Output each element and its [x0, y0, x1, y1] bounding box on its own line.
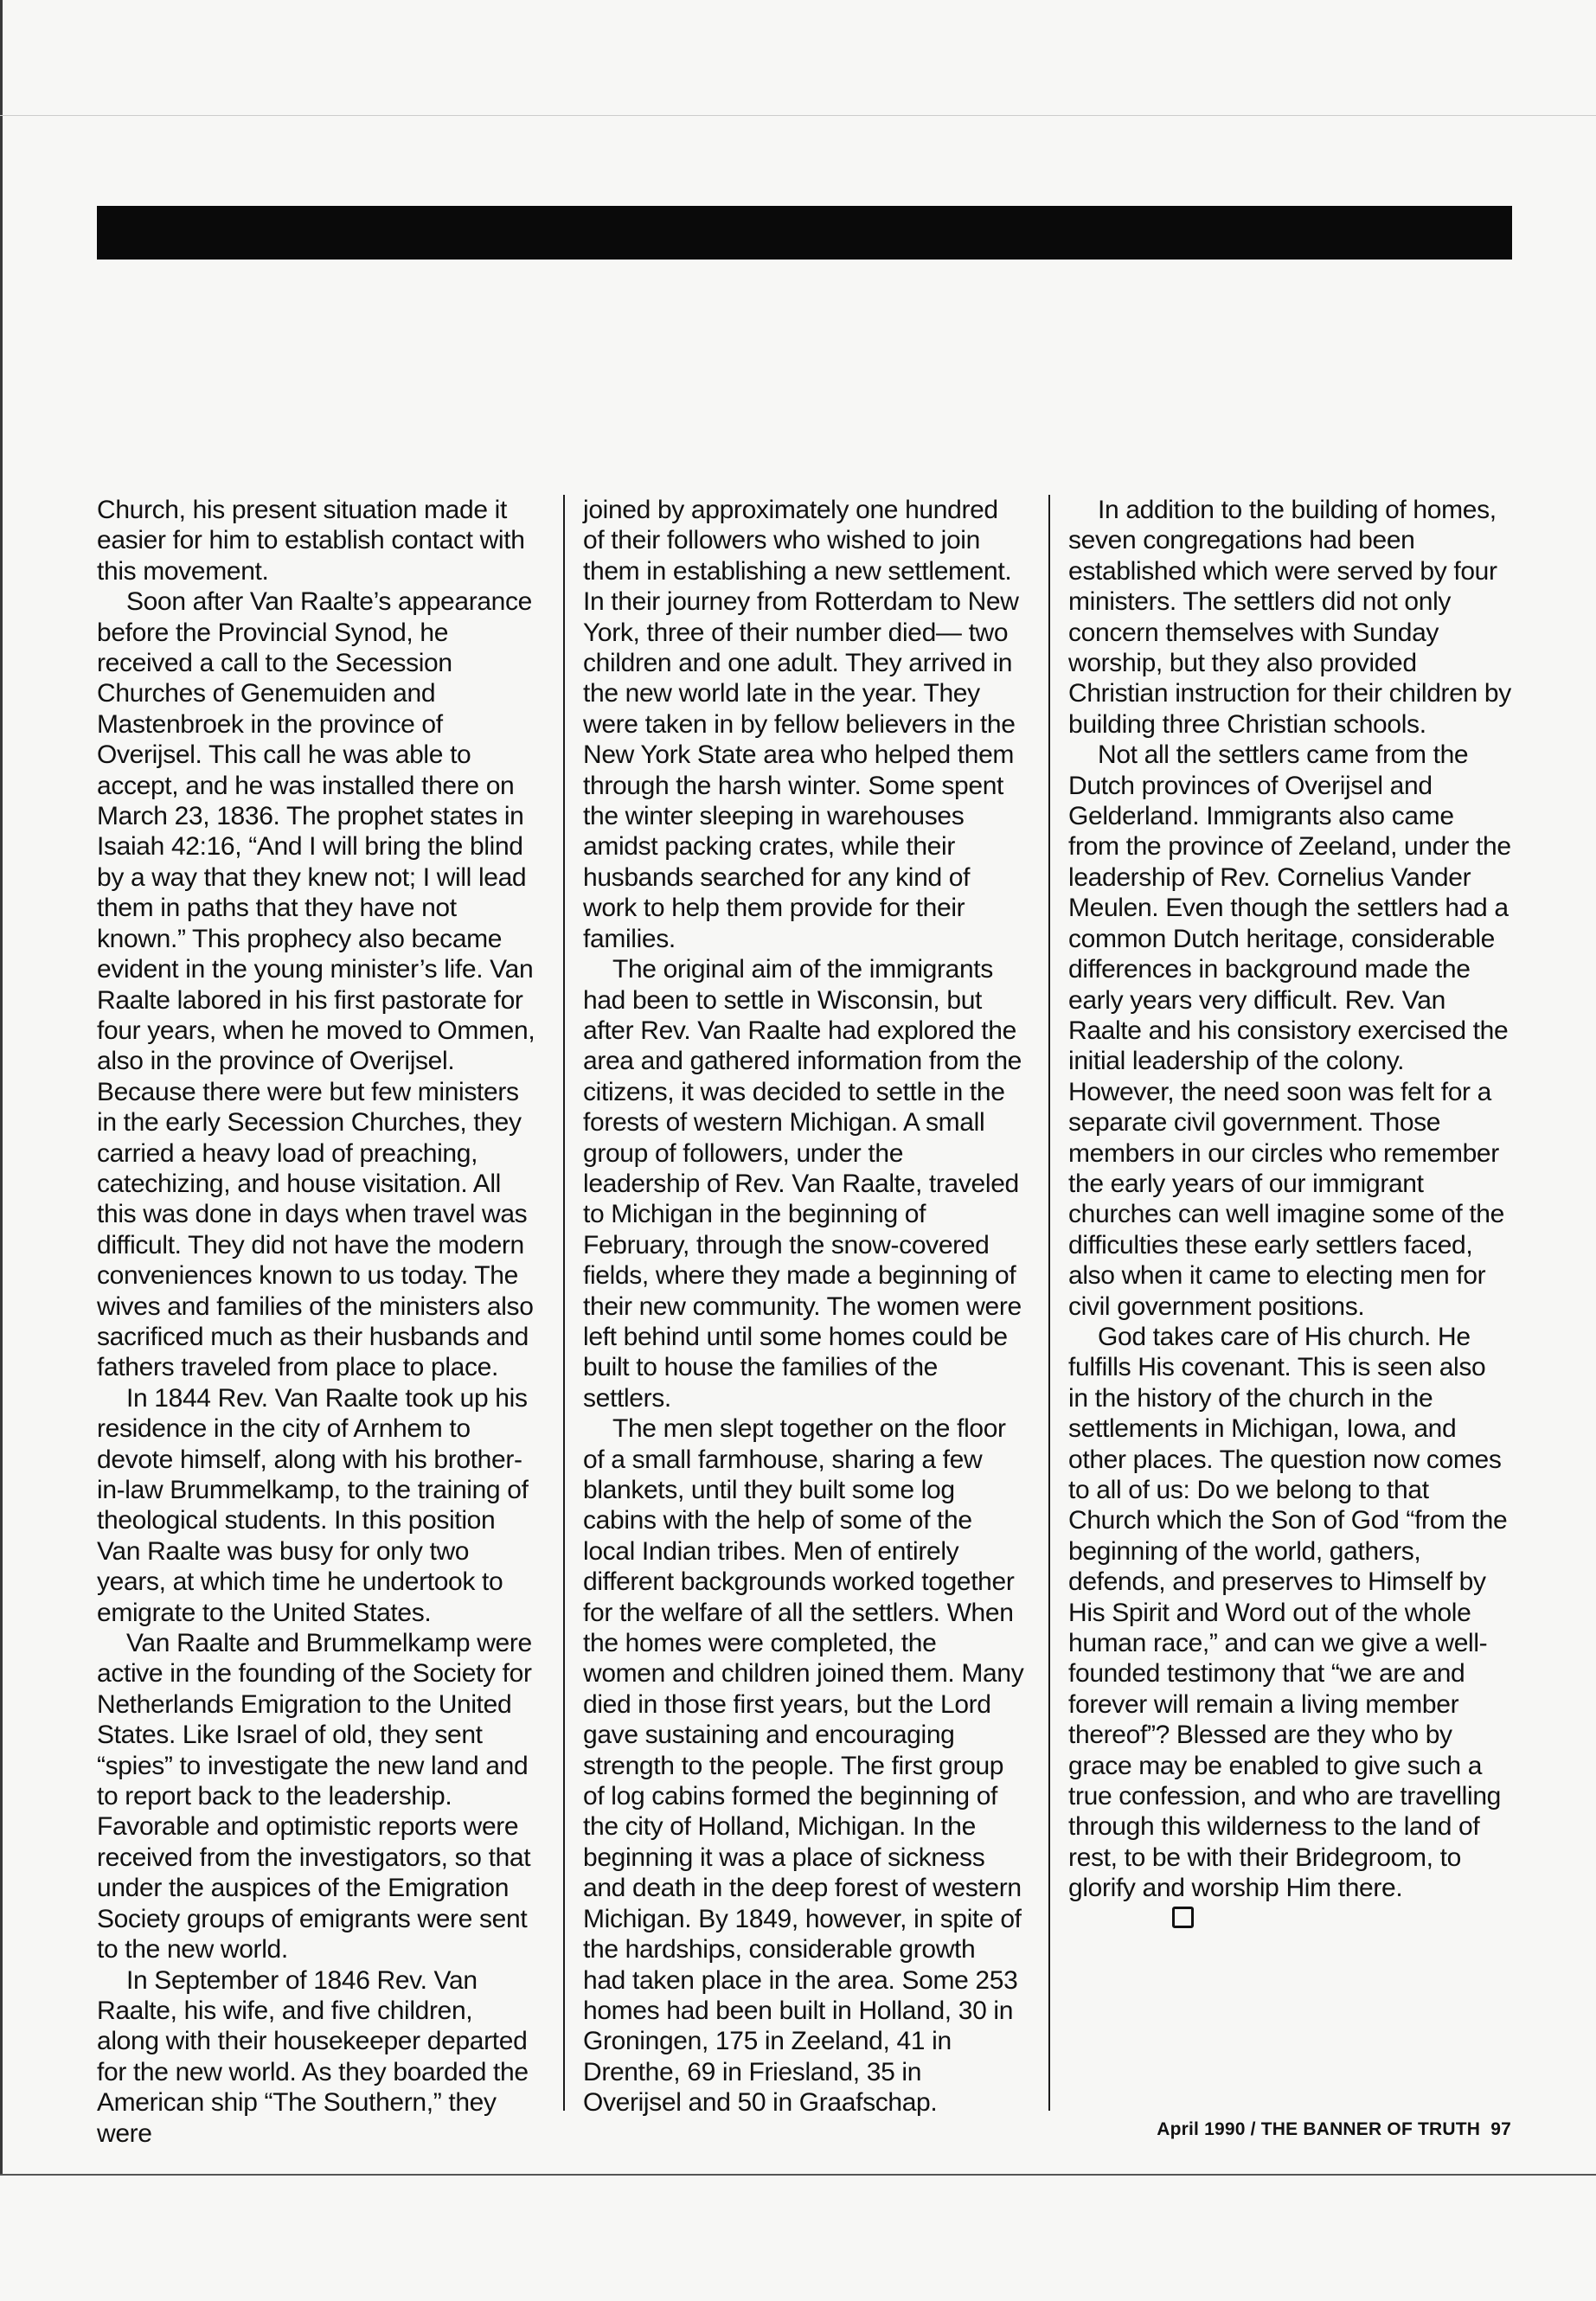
article-column-2 — [583, 495, 1024, 2121]
paragraph: The men slept together on the floor of a small farmhouse, sharing a few blankets, until they built some log cabins with the help of some of the local Indian tribes. Men of entirely different backgrounds worked together for the welfare of all the settlers. When the homes were completed, the women and children joined them. Many died in those first years, but the Lord gave sustaining and encouraging strength to the people. The first group of log cabins formed the beginning of the city of Holland, Michigan. In the beginning it was a place of sickness and death in the deep forest of western Michigan. By 1849, however, in spite of the hardships, considerable growth had taken place in the area. Some 253 homes had been built in Holland, 30 in Groningen, 175 in Zeeland, 41 in Drenthe, 69 in Friesland, 35 in Overijsel and 50 in Graafschap. — [583, 1414, 1024, 2118]
paragraph-text: God takes care of His church. He fulfills His covenant. This is seen also in the history of the church in the settlements in Michigan, Iowa, and other places. The question now comes to all of us: Do we belong to that Church which the Son of God “from the beginning of the world, gathers, defends, and preserves to Himself by His Spirit and Word out of the whole human race,” and can we give a well-founded testimony that “we are and forever will remain a living member thereof”? Blessed are they who by grace may be enabled to give such a true confession, and who are travelling through this wilderness to the land of rest, to be with their Bridegroom, to glorify and worship Him there. — [1068, 1322, 1508, 1903]
article-column-3 — [1068, 495, 1511, 2121]
scan-edge-left — [0, 0, 3, 2176]
paragraph: Church, his present situation made it easier for him to establish contact with this movement. — [97, 496, 525, 586]
scan-edge-top — [0, 115, 1596, 116]
paragraph — [1068, 1322, 1511, 1934]
column-rule-1 — [563, 495, 565, 2111]
footer-date: April 1990 — [1157, 2119, 1246, 2139]
paragraph: Soon after Van Raalte’s appearance before the Provincial Synod, he received a call to the Secession Churches of Genemuiden and Mastenbroek in the province of Overijsel. This call he was able to accept, and he was installed there on March 23, 1836. The prophet states in Isaiah 42:16, “And I will bring the blind by a way that they knew not; I will lead them in paths that they have not known.” This prophecy also became evident in the young minister’s life. Van Raalte labored in his first pastorate for four years, when he moved to Ommen, also in the province of Overijsel. Because there were but few ministers in the early Secession Churches, they carried a heavy load of preaching, catechizing, and house visitation. All this was done in days when travel was difficult. They did not have the modern conveniences known to us today. The wives and families of the ministers also sacrificed much as their husbands and fathers traveled from place to place. — [97, 587, 535, 1382]
footer-separator: / — [1245, 2119, 1261, 2139]
paragraph: In addition to the building of homes, seven congregations had been established which were served by four ministers. The settlers did not only concern themselves with Sunday worship, but they also provided Christian instruction for their children by building three Christian schools. — [1068, 496, 1511, 739]
page-number: 97 — [1490, 2119, 1511, 2139]
paragraph: joined by approximately one hundred of their followers who wished to join them in establishing a new settlement. In their journey from Rotterdam to New York, three of their number died— two children and one adult. They arrived in the new world late in the year. They were taken in by fellow believers in the New York State area who helped them through the harsh winter. Some spent the winter sleeping in warehouses amidst packing crates, while their husbands searched for any kind of work to help them provide for their families. — [583, 496, 1019, 953]
column-rule-2 — [1048, 495, 1050, 2111]
paragraph: In 1844 Rev. Van Raalte took up his residence in the city of Arnhem to devote himself, along with his brother-in-law Brummelkamp, to the training of theological students. In this position Van Raalte was busy for only two years, at which time he undertook to emigrate to the United States. — [97, 1383, 529, 1627]
end-of-article-icon — [1172, 1907, 1194, 1928]
article-column-1 — [97, 495, 538, 2148]
paragraph: Van Raalte and Brummelkamp were active in the founding of the Society for Netherlands Emigration to the United States. Like Israel of old, they sent “spies” to investigate the new land and to report back to the leadership. Favorable and optimistic reports were received from the investigators, so that under the auspices of the Emigration Society groups of emigrants were sent to the new world. — [97, 1629, 532, 1965]
paragraph: The original aim of the immigrants had been to settle in Wisconsin, but after Rev. Van Raalte had explored the area and gathered information from the citizens, it was decided to settle in the forests of western Michigan. A small group of followers, under the leadership of Rev. Van Raalte, traveled to Michigan in the beginning of February, through the snow-covered fields, where they made a beginning of their new community. The women were left behind until some homes could be built to house the families of the settlers. — [583, 955, 1022, 1413]
footer-publication: THE BANNER OF TRUTH — [1260, 2119, 1481, 2139]
header-bar — [97, 206, 1512, 260]
page-footer — [1157, 2119, 1511, 2140]
paragraph: Not all the settlers came from the Dutch provinces of Overijsel and Gelderland. Immigrants also came from the province of Zeeland, under the leadership of Rev. Cornelius Vander Meulen. Even though the settlers had a common Dutch heritage, considerable differences in background made the early years very difficult. Rev. Van Raalte and his consistory exercised the initial leadership of the colony. However, the need soon was felt for a separate civil government. Those members in our circles who remember the early years of our immigrant churches can well imagine some of the difficulties these early settlers faced, also when it came to electing men for civil government positions. — [1068, 740, 1511, 1321]
scan-edge-bottom — [0, 2174, 1596, 2176]
paragraph: In September of 1846 Rev. Van Raalte, his wife, and five children, along with their housekeeper departed for the new world. As they boarded the American ship “The Southern,” they were — [97, 1965, 529, 2148]
